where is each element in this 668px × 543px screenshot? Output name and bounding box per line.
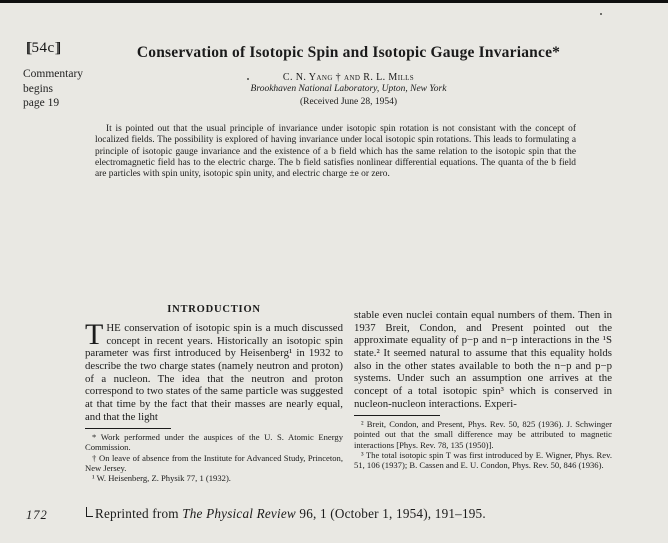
footnote-rule-right [354,415,440,416]
intro-paragraph-left-text: HE conservation of isotopic spin is a much discussed concept in recent years. Historically an isotopic spin parameter was first introduced by Heisenberg¹ in 1932 to describe the two charge states (namely neutron and proton) of a nucleon. The idea that the neutron and proton correspond to two states of the same particle was suggested at that time by the fact that their masses are nearly equal, and that the light [85,322,343,423]
margin-note-line: Commentary [23,68,84,80]
footnote-work-auspices: * Work performed under the auspices of the U. S. Atomic Energy Commission. [85,432,343,453]
half-bracket-icon [86,507,93,517]
section-heading-introduction: INTRODUCTION [167,304,261,315]
reprint-prefix: Reprinted from [95,506,183,521]
article-header [85,44,612,107]
journal-name: The Physical Review [182,506,296,521]
intro-paragraph-left [85,318,343,423]
footnote-wigner-cassen-condon: ³ The total isotopic spin T was first introduced by E. Wigner, Phys. Rev. 51, 106 (1937); B. Cassen and E. U. Condon, Phys. Rev. 50, 846 (1936). [354,449,612,471]
double-bracket-open: [ [26,40,32,56]
right-column [354,300,612,483]
paper-title: Conservation of Isotopic Spin and Isotopic Gauge Invariance* [136,44,561,61]
page-number: 172 [26,508,48,522]
authors-line: C. N. Yang † and R. L. Mills [282,72,415,83]
footnote-breit-condon-present: ² Breit, Condon, and Present, Phys. Rev. 50, 825 (1936). J. Schwinger pointed out that the small difference may be attributed to magnetic interactions [Phys. Rev. 78, 135 (1950)]. [354,419,612,450]
affiliation-line: Brookhaven National Laboratory, Upton, New York [250,84,447,94]
abstract-paragraph: It is pointed out that the usual principle of invariance under isotopic spin rotation is not consistant with the concept of localized fields. The possibility is explored of having invariance under local isotopic spin rotations. This leads to formulating a principle of isotopic gauge invariance and the existence of a b field which has the same relation to the isotopic spin that the electromagnetic field has to the electric charge. The b field satisfies nonlinear differential equations. The quanta of the b field are particles with spin unity, isotopic spin unity, and electric charge ±e or zero. [95,124,576,180]
margin-commentary-note [23,67,83,111]
intro-paragraph-right: stable even nuclei contain equal numbers of them. Then in 1937 Breit, Condon, and Present pointed out the approximate equality of p−p and n−p interactions in the ¹S state.² It seemed natural to assume that this equality holds also in the other states available to both the n−p and p−p systems. Under such an assumption one arrives at the concept of a total isotopic spin³ which is conserved in nucleon-nucleon interactions. Experi- [354,309,612,410]
drop-cap: T [85,318,104,351]
reprint-citation [86,506,486,522]
page-top-rule [0,0,668,3]
reprint-collection-tag [26,40,60,57]
margin-note-line: page 19 [23,97,60,109]
footnote-heisenberg-ref: ¹ W. Heisenberg, Z. Physik 77, 1 (1932). [92,473,231,484]
scan-speck [247,78,249,80]
tag-label: 54c [31,40,55,56]
footnote-on-leave: † On leave of absence from the Institute for Advanced Study, Princeton, New Jersey. [85,452,343,473]
scan-speck [600,13,602,15]
double-bracket-close: ] [54,40,61,56]
two-column-body [85,300,612,483]
received-date-line: (Received June 28, 1954) [299,97,398,107]
margin-note-line: begins [23,82,54,95]
reprint-suffix: 96, 1 (October 1, 1954), 191–195. [295,506,486,521]
footnote-rule-left [85,428,171,429]
left-column [85,300,343,483]
